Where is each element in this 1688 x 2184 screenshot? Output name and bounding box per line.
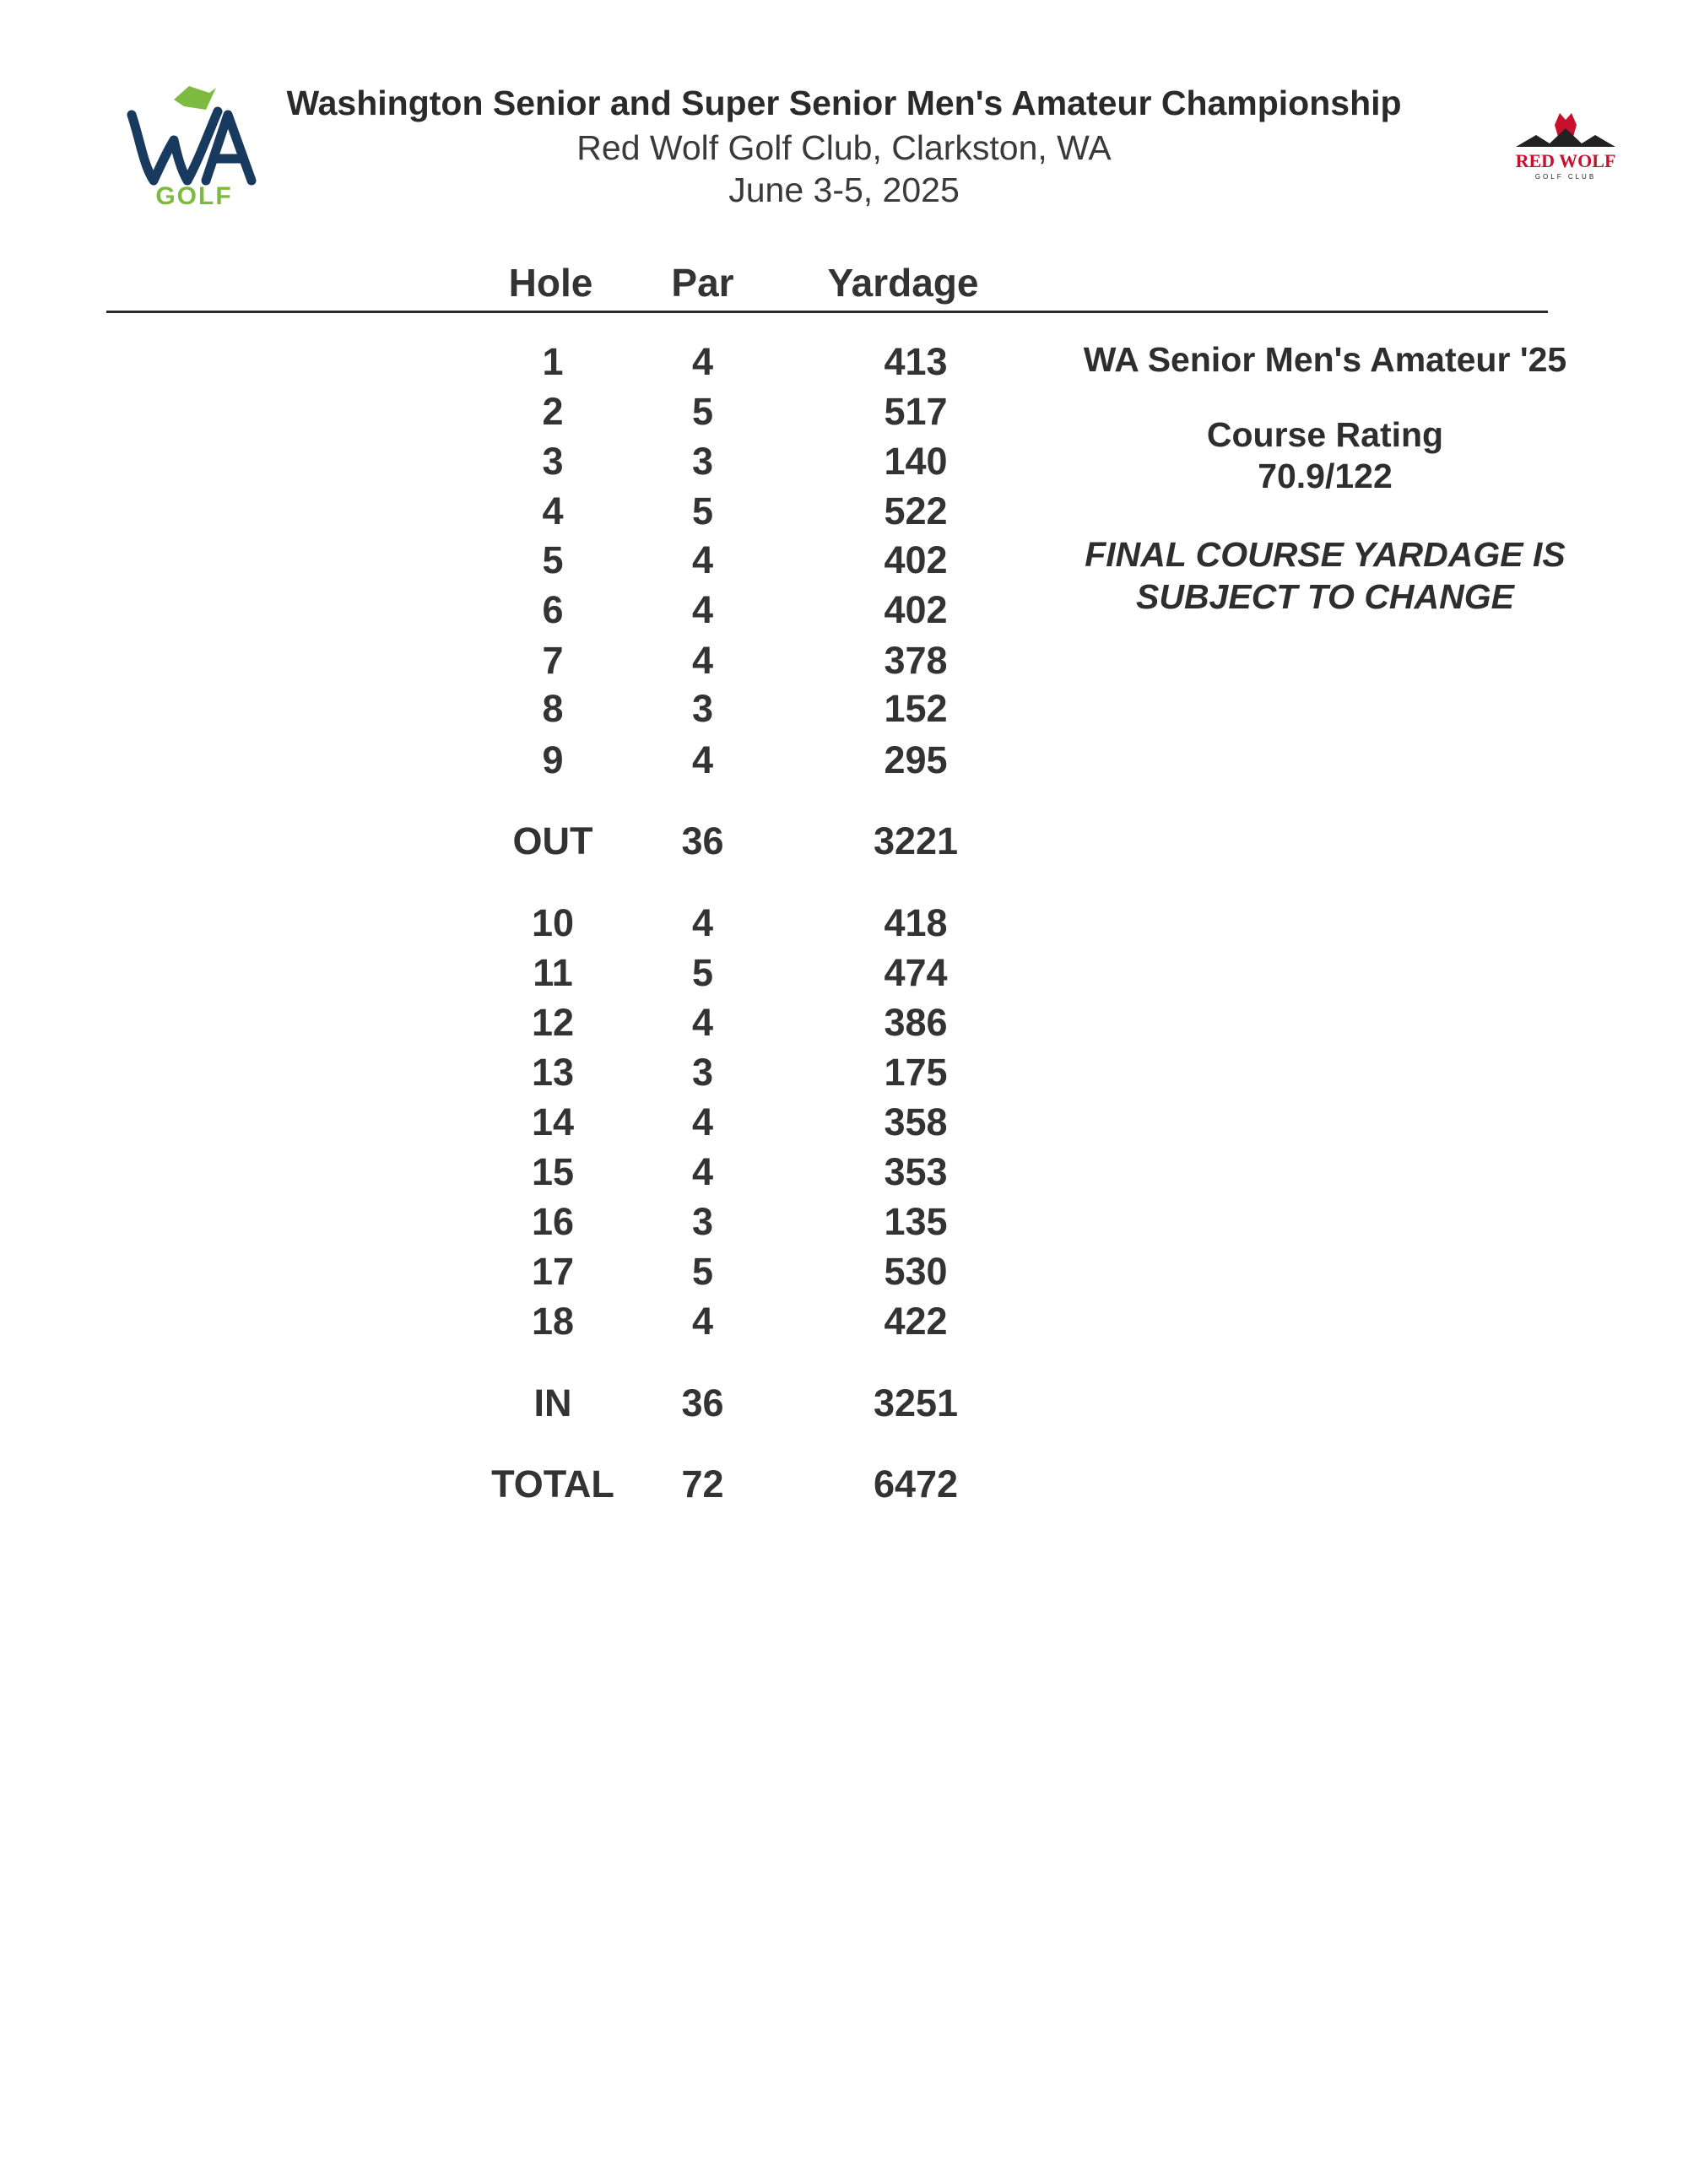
- table-row: [0, 1100, 1013, 1149]
- hole-cell: 13: [531, 1051, 575, 1094]
- table-row: [0, 340, 1013, 389]
- par-cell: 4: [691, 1300, 714, 1343]
- table-row: [0, 1001, 1013, 1050]
- red-wolf-logo-name: RED WOLF: [1515, 150, 1616, 171]
- hole-cell: 18: [531, 1300, 575, 1343]
- hole-cell: IN: [533, 1381, 572, 1424]
- yardage-cell: 422: [884, 1300, 948, 1343]
- yardage-cell: 353: [884, 1150, 948, 1193]
- column-header-par: Par: [671, 261, 734, 305]
- hole-cell: 12: [531, 1001, 575, 1044]
- hole-cell: 5: [542, 538, 564, 581]
- table-row: [0, 538, 1013, 587]
- par-cell: 4: [691, 738, 714, 781]
- yardage-cell: 3251: [873, 1381, 959, 1424]
- table-row: [0, 901, 1013, 950]
- event-name: WA Senior Men's Amateur '25: [1083, 340, 1567, 379]
- hole-cell: 6: [542, 588, 564, 631]
- hole-cell: 14: [531, 1100, 575, 1143]
- par-cell: 36: [681, 1381, 724, 1424]
- yardage-cell: 522: [884, 489, 948, 532]
- table-row: [0, 588, 1013, 637]
- yardage-cell: 378: [884, 639, 948, 682]
- yardage-cell: 413: [884, 340, 948, 383]
- yardage-notice-line1: FINAL COURSE YARDAGE IS: [1085, 535, 1566, 574]
- par-cell: 3: [691, 1200, 714, 1243]
- par-cell: 4: [691, 1100, 714, 1143]
- par-cell: 5: [691, 951, 714, 994]
- hole-cell: 3: [542, 440, 564, 483]
- table-row: [0, 1300, 1013, 1349]
- hole-cell: 15: [531, 1150, 575, 1193]
- par-cell: 4: [691, 538, 714, 581]
- yardage-cell: 3221: [873, 819, 959, 862]
- par-cell: 4: [691, 1150, 714, 1193]
- table-row: [0, 1250, 1013, 1299]
- hole-cell: OUT: [512, 819, 593, 862]
- par-cell: 4: [691, 588, 714, 631]
- table-row: [0, 1150, 1013, 1199]
- par-cell: 72: [681, 1462, 724, 1506]
- yardage-cell: 135: [884, 1200, 948, 1243]
- yardage-cell: 152: [884, 687, 948, 730]
- hole-cell: 11: [533, 951, 573, 994]
- hole-cell: 17: [531, 1250, 575, 1293]
- par-cell: 3: [691, 440, 714, 483]
- wa-golf-logo-text: GOLF: [155, 182, 233, 208]
- in-total-row: [0, 1381, 1013, 1430]
- table-row: [0, 489, 1013, 538]
- column-header-yardage: Yardage: [827, 261, 979, 305]
- header-divider: [106, 311, 1548, 313]
- par-cell: 5: [691, 1250, 714, 1293]
- table-row: [0, 738, 1013, 787]
- par-cell: 5: [691, 390, 714, 433]
- table-row: [0, 1051, 1013, 1100]
- yardage-cell: 474: [884, 951, 948, 994]
- par-cell: 4: [691, 340, 714, 383]
- hole-cell: 9: [542, 738, 564, 781]
- grand-total-row: [0, 1462, 1013, 1511]
- yardage-notice-line2: SUBJECT TO CHANGE: [1135, 577, 1515, 616]
- yardage-cell: 358: [884, 1100, 948, 1143]
- hole-cell: 2: [542, 390, 564, 433]
- yardage-cell: 386: [884, 1001, 948, 1044]
- course-rating-value: 70.9/122: [1258, 457, 1393, 495]
- par-cell: 4: [691, 1001, 714, 1044]
- yardage-cell: 402: [884, 588, 948, 631]
- yardage-cell: 140: [884, 440, 948, 483]
- par-cell: 3: [691, 1051, 714, 1094]
- table-row: [0, 687, 1013, 736]
- column-header-hole: Hole: [508, 261, 593, 305]
- out-total-row: [0, 819, 1013, 868]
- hole-cell: 4: [542, 489, 564, 532]
- hole-cell: 10: [531, 901, 575, 944]
- par-cell: 4: [691, 639, 714, 682]
- table-row: [0, 951, 1013, 1000]
- yardage-cell: 6472: [873, 1462, 959, 1506]
- table-row: [0, 440, 1013, 489]
- hole-cell: 8: [542, 687, 564, 730]
- yardage-cell: 175: [884, 1051, 948, 1094]
- page-title: Washington Senior and Super Senior Men's Amateur Championship: [286, 84, 1402, 122]
- red-wolf-logo-tagline: GOLF CLUB: [1534, 173, 1597, 181]
- table-row: [0, 1200, 1013, 1249]
- table-row: [0, 639, 1013, 688]
- course-rating-label: Course Rating: [1206, 415, 1444, 454]
- hole-cell: 16: [531, 1200, 575, 1243]
- table-row: [0, 390, 1013, 439]
- par-cell: 4: [691, 901, 714, 944]
- yardage-cell: 517: [884, 390, 948, 433]
- par-cell: 36: [681, 819, 724, 862]
- yardage-cell: 295: [884, 738, 948, 781]
- yardage-cell: 530: [884, 1250, 948, 1293]
- par-cell: 5: [691, 489, 714, 532]
- yardage-cell: 418: [884, 901, 948, 944]
- event-dates: June 3-5, 2025: [728, 170, 960, 209]
- venue: Red Wolf Golf Club, Clarkston, WA: [576, 128, 1112, 167]
- hole-cell: TOTAL: [491, 1462, 614, 1506]
- hole-cell: 7: [542, 639, 564, 682]
- hole-cell: 1: [542, 340, 564, 383]
- yardage-cell: 402: [884, 538, 948, 581]
- par-cell: 3: [691, 687, 714, 730]
